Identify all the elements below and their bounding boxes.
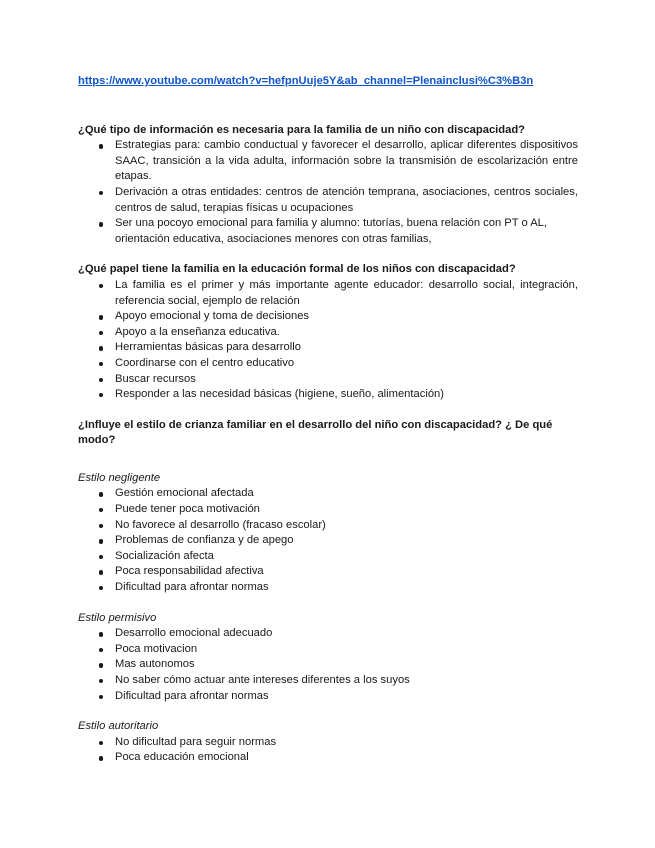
bullet-list xyxy=(78,735,578,766)
list-item: Desarrollo emocional adecuado xyxy=(78,626,578,642)
style-title: Estilo autoritario xyxy=(78,720,159,733)
section-info-needed xyxy=(78,123,578,248)
list-item: Gestión emocional afectada xyxy=(78,486,578,502)
style-authoritarian xyxy=(78,719,578,766)
list-item: Socialización afecta xyxy=(78,549,578,565)
document-page xyxy=(78,74,578,781)
list-item: Herramientas básicas para desarrollo xyxy=(78,340,578,356)
list-item: Poca motivacion xyxy=(78,642,578,658)
list-item: No saber cómo actuar ante intereses diferentes a los suyos xyxy=(78,673,578,689)
section-parenting-style xyxy=(78,418,578,449)
style-title: Estilo negligente xyxy=(78,471,161,484)
list-item: Apoyo a la enseñanza educativa. xyxy=(78,325,578,341)
list-item: Mas autonomos xyxy=(78,657,578,673)
list-item: Poca educación emocional xyxy=(78,750,578,766)
list-item: No dificultad para seguir normas xyxy=(78,735,578,751)
list-item: Dificultad para afrontar normas xyxy=(78,689,578,705)
list-item: Puede tener poca motivación xyxy=(78,502,578,518)
list-item: Apoyo emocional y toma de decisiones xyxy=(78,309,578,325)
section-question: ¿Qué papel tiene la familia en la educación formal de los niños con discapacidad? xyxy=(78,263,516,276)
youtube-link[interactable]: https://www.youtube.com/watch?v=hefpnUuje5Y&ab_channel=Plenainclusi%C3%B3n xyxy=(78,75,534,87)
list-item: Poca responsabilidad afectiva xyxy=(78,564,578,580)
list-item: Coordinarse con el centro educativo xyxy=(78,356,578,372)
style-negligent xyxy=(78,471,578,596)
section-family-role xyxy=(78,262,578,402)
list-item: Dificultad para afrontar normas xyxy=(78,580,578,596)
list-item: Buscar recursos xyxy=(78,372,578,388)
section-question: ¿Qué tipo de información es necesaria para la familia de un niño con discapacidad? xyxy=(78,123,525,136)
list-item: Ser una pocoyo emocional para familia y alumno: tutorías, buena relación con PT o AL, orientación educativa, asociaciones menores con otras familias, xyxy=(78,216,578,247)
style-permissive xyxy=(78,611,578,705)
bullet-list xyxy=(78,486,578,595)
section-question: ¿Influye el estilo de crianza familiar en el desarrollo del niño con discapacidad? ¿ De qué modo? xyxy=(78,418,553,447)
list-item: Derivación a otras entidades: centros de atención temprana, asociaciones, centros sociales, centros de salud, terapias físicas u ocupaciones xyxy=(78,185,578,216)
list-item: La familia es el primer y más importante agente educador: desarrollo social, integración, referencia social, ejemplo de relación xyxy=(78,278,578,309)
list-item: Responder a las necesidad básicas (higiene, sueño, alimentación) xyxy=(78,387,578,403)
style-title: Estilo permisivo xyxy=(78,611,157,624)
bullet-list xyxy=(78,626,578,704)
bullet-list xyxy=(78,278,578,403)
list-item: No favorece al desarrollo (fracaso escolar) xyxy=(78,518,578,534)
list-item: Estrategias para: cambio conductual y favorecer el desarrollo, aplicar diferentes dispositivos SAAC, transición a la vida adulta, información sobre la transmisión de escolarización entre etapas. xyxy=(78,138,578,185)
list-item: Problemas de confianza y de apego xyxy=(78,533,578,549)
bullet-list xyxy=(78,138,578,247)
